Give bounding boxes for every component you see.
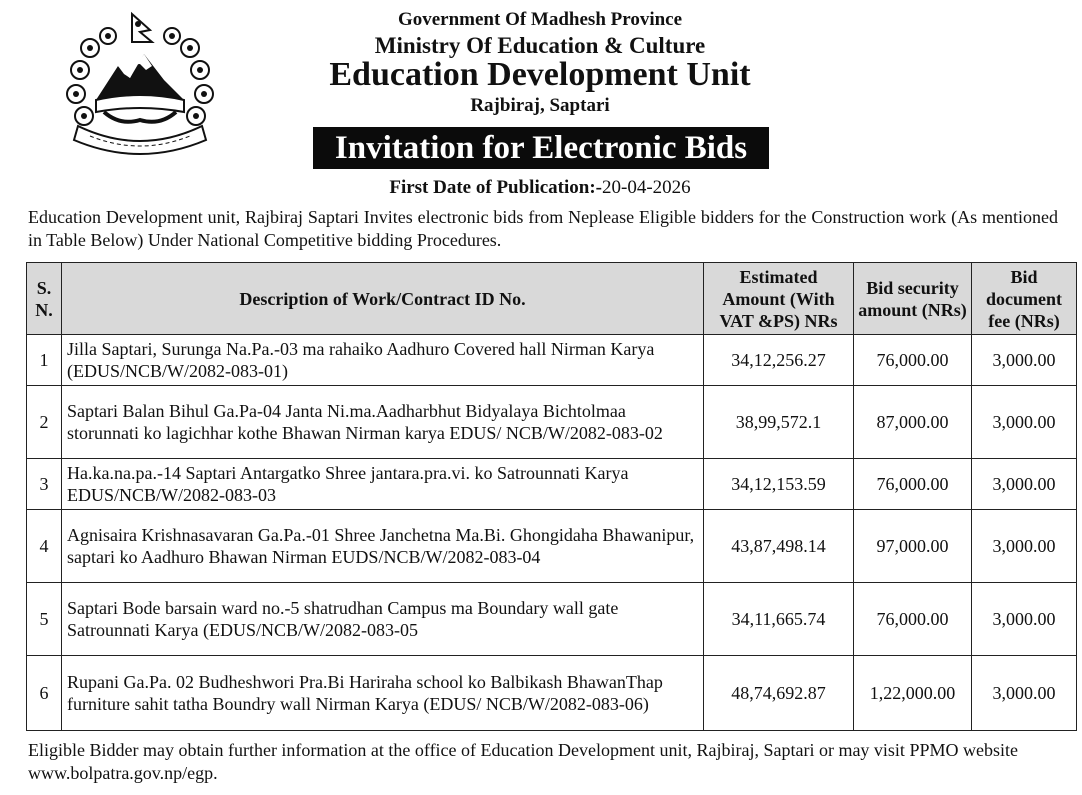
row-estimated: 34,12,256.27 bbox=[704, 335, 854, 386]
row-description: Jilla Saptari, Surunga Na.Pa.-03 ma rahaiko Aadhuro Covered hall Nirman Karya (EDUS/NCB/W/2082-083-01) bbox=[62, 335, 704, 386]
row-fee: 3,000.00 bbox=[972, 510, 1077, 583]
table-row bbox=[27, 656, 1077, 731]
table-header-row bbox=[27, 263, 1077, 335]
row-description: Saptari Bode barsain ward no.-5 shatrudhan Campus ma Boundary wall gate Satrounnati Karya (EDUS/NCB/W/2082-083-05 bbox=[62, 583, 704, 656]
row-sn: 6 bbox=[27, 656, 62, 731]
nepal-coat-of-arms-icon bbox=[60, 8, 220, 158]
row-security: 76,000.00 bbox=[854, 335, 972, 386]
header-estimated: Estimated Amount (With VAT &PS) NRs bbox=[704, 263, 854, 335]
row-description: Ha.ka.na.pa.-14 Saptari Antargatko Shree jantara.pra.vi. ko Satrounnati Karya EDUS/NCB/W/2082-083-03 bbox=[62, 459, 704, 510]
unit-heading: Education Development Unit bbox=[329, 56, 751, 93]
title-banner: Invitation for Electronic Bids bbox=[313, 127, 769, 169]
table-row bbox=[27, 459, 1077, 510]
row-estimated: 38,99,572.1 bbox=[704, 386, 854, 459]
row-fee: 3,000.00 bbox=[972, 583, 1077, 656]
header-fee: Bid document fee (NRs) bbox=[972, 263, 1077, 335]
row-description: Rupani Ga.Pa. 02 Budheshwori Pra.Bi Hariraha school ko Balbikash BhawanThap furniture sahit tatha Boundry wall Nirman Karya (EDUS/ NCB/W/2082-083-06) bbox=[62, 656, 704, 731]
row-estimated: 48,74,692.87 bbox=[704, 656, 854, 731]
ministry-heading: Ministry Of Education & Culture bbox=[374, 33, 706, 58]
row-sn: 5 bbox=[27, 583, 62, 656]
row-fee: 3,000.00 bbox=[972, 335, 1077, 386]
government-heading: Government Of Madhesh Province bbox=[397, 9, 683, 30]
table-row bbox=[27, 583, 1077, 656]
location-heading: Rajbiraj, Saptari bbox=[470, 95, 610, 116]
row-sn: 3 bbox=[27, 459, 62, 510]
publication-line bbox=[240, 177, 840, 199]
row-sn: 4 bbox=[27, 510, 62, 583]
publication-date: 20-04-2026 bbox=[602, 177, 691, 198]
row-fee: 3,000.00 bbox=[972, 459, 1077, 510]
row-fee: 3,000.00 bbox=[972, 386, 1077, 459]
row-fee: 3,000.00 bbox=[972, 656, 1077, 731]
row-security: 97,000.00 bbox=[854, 510, 972, 583]
intro-paragraph: Education Development unit, Rajbiraj Saptari Invites electronic bids from Neplease Eligible bidders for the Construction work (As mentioned in Table Below) Under National Competitive bidding Procedures. bbox=[28, 207, 1058, 250]
bids-table bbox=[26, 262, 1077, 731]
publication-label: First Date of Publication:- bbox=[389, 177, 602, 198]
row-security: 1,22,000.00 bbox=[854, 656, 972, 731]
row-description: Saptari Balan Bihul Ga.Pa-04 Janta Ni.ma.Aadharbhut Bidyalaya Bichtolmaa storunnati ko lagichhar kothe Bhawan Nirman karya EDUS/ NCB/W/2082-083-02 bbox=[62, 386, 704, 459]
row-security: 76,000.00 bbox=[854, 459, 972, 510]
row-security: 76,000.00 bbox=[854, 583, 972, 656]
table-row bbox=[27, 386, 1077, 459]
row-estimated: 34,12,153.59 bbox=[704, 459, 854, 510]
row-estimated: 34,11,665.74 bbox=[704, 583, 854, 656]
header-description: Description of Work/Contract ID No. bbox=[62, 263, 704, 335]
footer-paragraph: Eligible Bidder may obtain further information at the office of Education Development unit, Rajbiraj, Saptari or may visit PPMO website www.bolpatra.gov.np/egp. bbox=[28, 740, 1018, 783]
row-description: Agnisaira Krishnasavaran Ga.Pa.-01 Shree Janchetna Ma.Bi. Ghongidaha Bhawanipur, saptari ko Aadhuro Bhawan Nirman EUDS/NCB/W/2082-083-04 bbox=[62, 510, 704, 583]
table-row bbox=[27, 510, 1077, 583]
row-security: 87,000.00 bbox=[854, 386, 972, 459]
header-security: Bid security amount (NRs) bbox=[854, 263, 972, 335]
row-sn: 1 bbox=[27, 335, 62, 386]
row-sn: 2 bbox=[27, 386, 62, 459]
table-row bbox=[27, 335, 1077, 386]
row-estimated: 43,87,498.14 bbox=[704, 510, 854, 583]
header-sn: S. N. bbox=[27, 263, 62, 335]
